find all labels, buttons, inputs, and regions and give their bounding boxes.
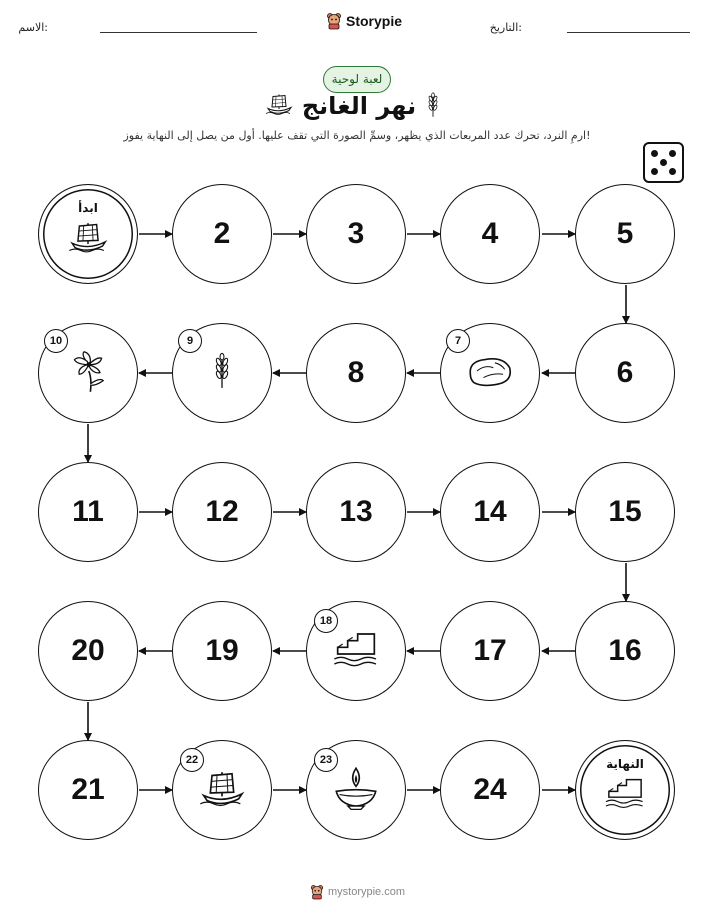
board-cell-4[interactable]: 4: [440, 184, 540, 284]
footer: [310, 884, 405, 900]
cell-number-badge-23: 23: [314, 748, 338, 772]
cell-number-badge-7: 7: [446, 329, 470, 353]
flower-icon: [68, 347, 108, 399]
board-cell-start[interactable]: [38, 184, 138, 284]
cell-number-badge-22: 22: [180, 748, 204, 772]
board-cell-11[interactable]: 11: [38, 462, 138, 562]
river-steps-icon: [331, 629, 381, 673]
cell-number-badge-18: 18: [314, 609, 338, 633]
page-title: نهر الغانج: [301, 92, 417, 120]
board-cell-16[interactable]: 16: [575, 601, 675, 701]
board-cell-5[interactable]: 5: [575, 184, 675, 284]
board-cell-17[interactable]: 17: [440, 601, 540, 701]
instructions: ارمِ النرد، تحرك عدد المربعات الذي يظهر، وسمِّ الصورة التي تقف عليها. أول من يصل إلى النهاية يفوز!: [123, 129, 591, 142]
start-label: ابدأ: [78, 201, 98, 215]
bear-mascot-icon: [310, 884, 324, 900]
board-cell-3[interactable]: 3: [306, 184, 406, 284]
game-type-badge: لعبة لوحية: [323, 66, 391, 93]
boat-icon: [66, 219, 110, 259]
board-cell-24[interactable]: 24: [440, 740, 540, 840]
cell-number-badge-10: 10: [44, 329, 68, 353]
board-cell-6[interactable]: 6: [575, 323, 675, 423]
board-cell-8[interactable]: 8: [306, 323, 406, 423]
board-cell-13[interactable]: 13: [306, 462, 406, 562]
date-label: التاريخ:: [489, 21, 522, 34]
board-cell-21[interactable]: 21: [38, 740, 138, 840]
board-cell-12[interactable]: 12: [172, 462, 272, 562]
board-cell-15[interactable]: 15: [575, 462, 675, 562]
name-label: الاسم:: [18, 21, 48, 34]
river-steps-icon: [603, 775, 647, 815]
end-label: النهاية: [606, 757, 644, 771]
brand-name: Storypie: [346, 13, 403, 29]
board-cell-20[interactable]: 20: [38, 601, 138, 701]
diya-lamp-icon: [331, 765, 381, 815]
board-cell-14[interactable]: 14: [440, 462, 540, 562]
bread-icon: [465, 353, 515, 393]
wheat-icon: [209, 346, 235, 400]
boat-icon: [197, 767, 247, 813]
board-cell-19[interactable]: 19: [172, 601, 272, 701]
footer-url[interactable]: mystorypie.com: [328, 886, 406, 898]
cell-number-badge-9: 9: [178, 329, 202, 353]
board-cell-end[interactable]: [575, 740, 675, 840]
board-cell-2[interactable]: 2: [172, 184, 272, 284]
